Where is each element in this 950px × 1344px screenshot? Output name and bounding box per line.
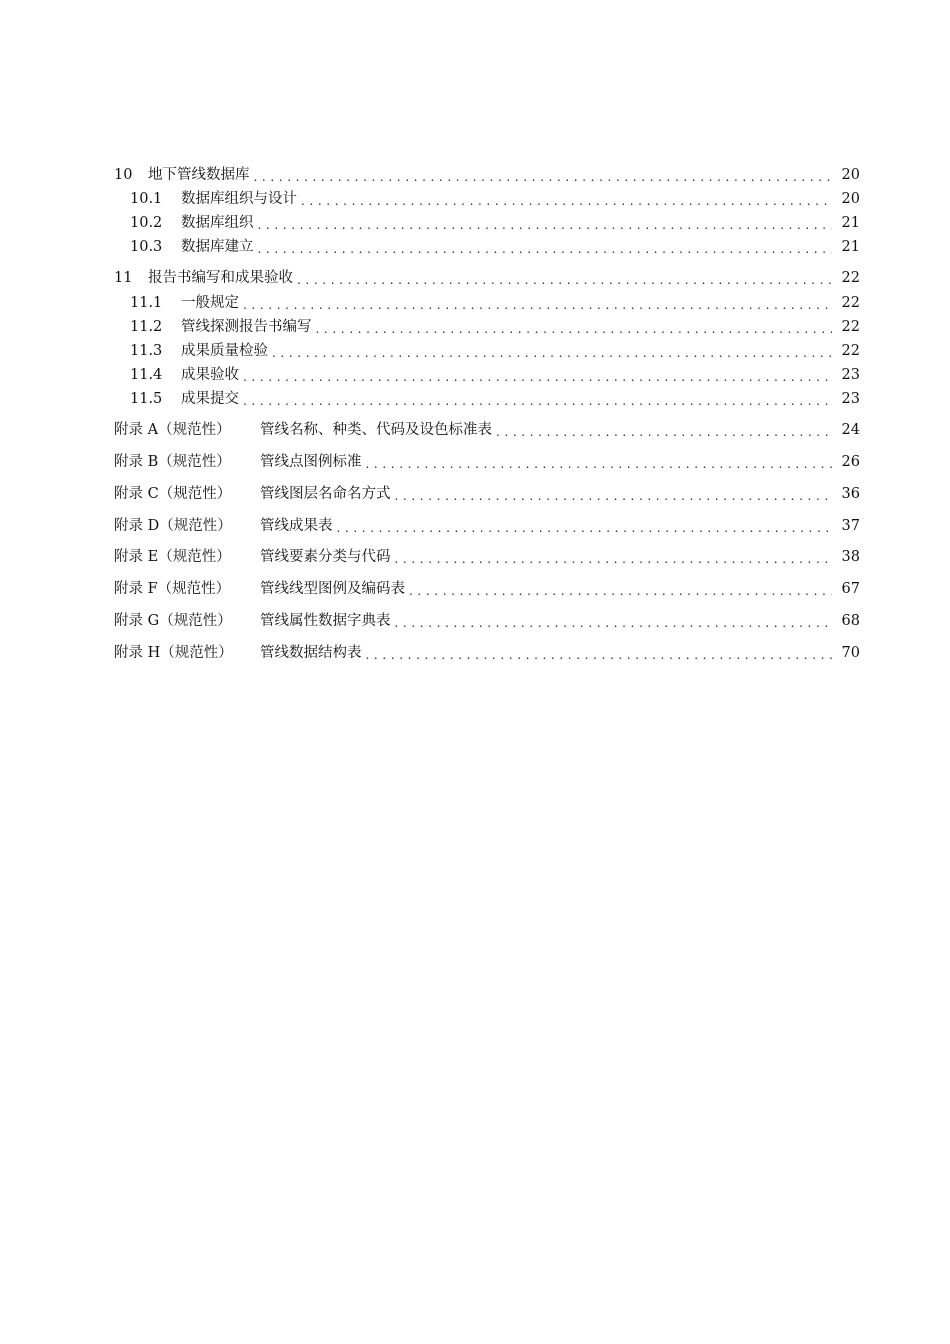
toc-number: 10.1: [130, 191, 163, 207]
toc-page-number: 22: [841, 270, 860, 286]
toc-entry[interactable]: [114, 640, 860, 662]
toc-page-number: 23: [841, 391, 860, 407]
toc-entry[interactable]: [130, 362, 860, 384]
toc-entry[interactable]: [130, 290, 860, 312]
toc-page-number: 70: [841, 645, 860, 661]
dot-leader: [301, 190, 832, 208]
toc-number: 10: [114, 167, 133, 183]
toc-title: 数据库组织与设计: [181, 191, 297, 207]
dot-leader: [272, 342, 832, 360]
toc-number: 附录 H（规范性）: [114, 645, 233, 661]
toc-page-number: 36: [841, 486, 860, 502]
dot-leader: [366, 644, 833, 662]
toc-number: 11.1: [130, 295, 163, 311]
toc-title: 管线点图例标准: [260, 454, 362, 470]
toc-number: 10.2: [130, 215, 163, 231]
dot-leader: [316, 318, 833, 336]
toc-page-number: 22: [841, 295, 860, 311]
toc-entry[interactable]: [130, 314, 860, 336]
toc-title: 成果提交: [181, 391, 239, 407]
toc-page-number: 22: [841, 343, 860, 359]
toc-entry[interactable]: [114, 576, 860, 598]
dot-leader: [395, 612, 833, 630]
toc-entry[interactable]: [114, 513, 860, 535]
toc-page-number: 21: [841, 239, 860, 255]
dot-leader: [337, 517, 833, 535]
toc-title: 管线成果表: [260, 518, 333, 534]
dot-leader: [409, 580, 832, 598]
toc-number: 11.5: [130, 391, 163, 407]
toc-number: 附录 A（规范性）: [114, 422, 231, 438]
toc-number: 附录 C（规范性）: [114, 486, 232, 502]
toc-entry[interactable]: [130, 338, 860, 360]
toc-title: 报告书编写和成果验收: [148, 270, 293, 286]
toc-title: 管线探测报告书编写: [181, 319, 312, 335]
toc-title: 数据库建立: [181, 239, 254, 255]
toc-page-number: 21: [841, 215, 860, 231]
toc-number: 11.2: [130, 319, 163, 335]
toc-entry[interactable]: [114, 608, 860, 630]
toc-title: 成果质量检验: [181, 343, 268, 359]
dot-leader: [395, 548, 833, 566]
toc-title: 管线数据结构表: [260, 645, 362, 661]
toc-entry[interactable]: [114, 481, 860, 503]
toc-number: 11.3: [130, 343, 163, 359]
toc-entry[interactable]: [114, 417, 860, 439]
toc-page-number: 38: [841, 549, 860, 565]
toc-title: 成果验收: [181, 367, 239, 383]
toc-title: 管线线型图例及编码表: [260, 581, 405, 597]
dot-leader: [243, 390, 832, 408]
toc-title: 管线要素分类与代码: [260, 549, 391, 565]
toc-number: 11.4: [130, 367, 163, 383]
toc-entry[interactable]: [130, 210, 860, 232]
toc-title: 一般规定: [181, 295, 239, 311]
toc-entry[interactable]: [114, 544, 860, 566]
toc-number: 附录 E（规范性）: [114, 549, 231, 565]
dot-leader: [243, 294, 832, 312]
dot-leader: [366, 453, 833, 471]
toc-title: 管线属性数据字典表: [260, 613, 391, 629]
toc-page-number: 23: [841, 367, 860, 383]
toc-page-number: 26: [841, 454, 860, 470]
toc-entry[interactable]: [114, 162, 860, 184]
toc-page-number: 20: [841, 167, 860, 183]
toc-entry[interactable]: [130, 386, 860, 408]
toc-number: 附录 F（规范性）: [114, 581, 231, 597]
toc-number: 10.3: [130, 239, 163, 255]
toc-page-number: 24: [841, 422, 860, 438]
toc-number: 附录 D（规范性）: [114, 518, 232, 534]
toc-entry[interactable]: [130, 234, 860, 256]
toc-entry[interactable]: [130, 186, 860, 208]
toc-entry[interactable]: [114, 449, 860, 471]
dot-leader: [297, 269, 832, 287]
dot-leader: [243, 366, 832, 384]
toc-page-number: 22: [841, 319, 860, 335]
toc-title: 数据库组织: [181, 215, 254, 231]
toc-title: 管线图层名命名方式: [260, 486, 391, 502]
dot-leader: [496, 421, 832, 439]
toc-entry[interactable]: [114, 265, 860, 287]
toc-page-number: 67: [841, 581, 860, 597]
toc-page-number: 20: [841, 191, 860, 207]
toc-number: 附录 B（规范性）: [114, 454, 231, 470]
toc-title: 管线名称、种类、代码及设色标准表: [260, 422, 492, 438]
dot-leader: [395, 485, 833, 503]
toc-title: 地下管线数据库: [148, 167, 250, 183]
dot-leader: [258, 214, 833, 232]
toc-page-number: 68: [841, 613, 860, 629]
toc-page-number: 37: [841, 518, 860, 534]
toc-number: 附录 G（规范性）: [114, 613, 232, 629]
toc-number: 11: [114, 270, 133, 286]
dot-leader: [258, 238, 833, 256]
dot-leader: [254, 166, 833, 184]
